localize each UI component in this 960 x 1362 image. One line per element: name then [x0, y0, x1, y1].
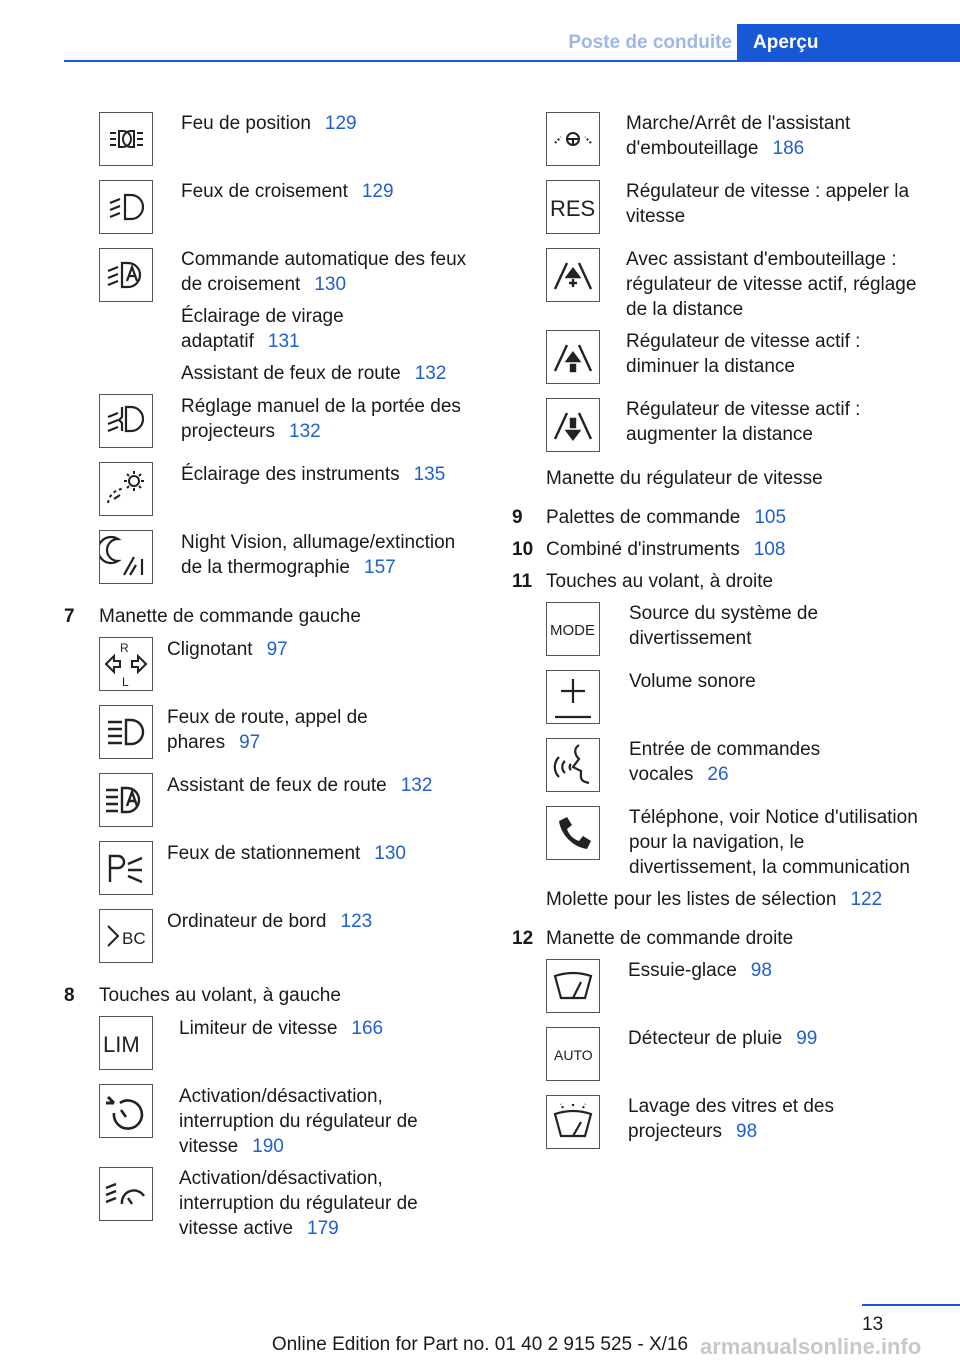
entry-number: 11 [512, 571, 533, 592]
page-ref[interactable]: 132 [289, 421, 321, 442]
page-ref[interactable]: 99 [796, 1028, 818, 1049]
high-beam-assist-icon [99, 773, 153, 827]
distance-icon [546, 248, 600, 302]
onboard-computer-icon [99, 909, 153, 963]
item-volume: Volume sonore [629, 671, 756, 692]
auto-headlight-icon [99, 248, 153, 302]
parking-light-icon [99, 841, 153, 895]
footer-divider [862, 1304, 960, 1306]
page-ref[interactable]: 130 [314, 274, 347, 295]
item-cruise-control: Activation/désactivation, interruption du régulateur de vitesse 190 [179, 1086, 418, 1157]
section-title: Manette de commande gauche [99, 606, 361, 627]
item-traffic-jam-assist: Marche/Arrêt de l'assistant d'embouteillage 186 [626, 113, 851, 159]
item-instrument-lighting: Éclairage des instruments 135 [181, 464, 446, 485]
traffic-jam-assist-icon [546, 112, 600, 166]
voice-command-icon [546, 738, 600, 792]
item-washer: Lavage des vitres et des projecteurs 98 [628, 1096, 834, 1142]
section-number: 8 [64, 985, 75, 1006]
page-ref[interactable]: 179 [307, 1218, 339, 1239]
item-entertainment-source: Source du système de divertissement [629, 603, 819, 649]
entry-number: 9 [512, 507, 523, 528]
auto-icon [546, 1027, 600, 1081]
page-ref[interactable]: 108 [753, 539, 786, 560]
page-ref[interactable]: 129 [324, 113, 357, 134]
item-wiper: Essuie-glace 98 [628, 960, 772, 981]
page-ref[interactable]: 186 [772, 138, 805, 159]
distance-decrease-icon [546, 330, 600, 384]
watermark: armanualsonline.info [700, 1334, 922, 1359]
cruise-control-icon [99, 1084, 153, 1138]
section-title: Manette de commande droite [546, 928, 794, 949]
speed-limiter-icon [99, 1016, 153, 1070]
page-ref[interactable]: 123 [340, 911, 373, 932]
item-active-cruise: Activation/désactivation, interruption du régulateur de vitesse active 179 [179, 1168, 418, 1239]
page-header [0, 24, 960, 62]
svg-text:RES: RES [550, 196, 596, 221]
item-resume-speed: Régulateur de vitesse : appeler la vitesse [626, 181, 910, 227]
item-onboard-computer: Ordinateur de bord 123 [167, 911, 373, 932]
position-light-icon [99, 112, 153, 166]
page-ref[interactable]: 105 [754, 507, 787, 528]
entry-instrument-cluster: Combiné d'instruments 108 [546, 539, 786, 560]
svg-text:BC: BC [122, 929, 146, 948]
item-speed-limiter: Limiteur de vitesse 166 [179, 1018, 384, 1039]
low-beam-icon [99, 180, 153, 234]
entry-paddles: Palettes de commande 105 [546, 507, 787, 528]
page-ref[interactable]: 98 [736, 1121, 758, 1142]
item-parking-light: Feux de stationnement 130 [167, 843, 406, 864]
page-ref[interactable]: 122 [850, 889, 883, 910]
mode-icon [546, 602, 600, 656]
item-headlight-range: Réglage manuel de la portée des projecteurs 132 [181, 396, 461, 442]
page-ref[interactable]: 130 [374, 843, 406, 864]
entry-steering-right: Touches au volant, à droite [546, 571, 774, 592]
page-ref[interactable]: 157 [364, 557, 396, 578]
svg-text:MODE: MODE [550, 622, 595, 639]
item-rain-sensor: Détecteur de pluie 99 [628, 1028, 818, 1049]
svg-text:R: R [120, 641, 129, 655]
cruise-lever-label: Manette du régulateur de vitesse [546, 468, 823, 489]
svg-text:AUTO: AUTO [554, 1047, 593, 1063]
selection-wheel: Molette pour les listes de sélection 122 [546, 889, 883, 910]
item-phone: Téléphone, voir Notice d'utilisation pour la navigation, le divertissement, la communication [629, 807, 918, 878]
volume-icon [546, 670, 600, 724]
wiper-icon [546, 959, 600, 1013]
edition-line: Online Edition for Part no. 01 40 2 915 525 - X/16 [271, 1334, 689, 1355]
page-ref[interactable]: 97 [266, 639, 288, 660]
distance-increase-icon [546, 398, 600, 452]
item-high-beam-assist-a: Assistant de feux de route 132 [181, 363, 447, 384]
active-cruise-icon [99, 1167, 153, 1221]
header-divider [64, 60, 960, 62]
page-ref[interactable]: 166 [351, 1018, 384, 1039]
page-ref[interactable]: 132 [414, 363, 447, 384]
tab-apercu[interactable]: Aperçu [737, 24, 960, 62]
instrument-lighting-icon [99, 462, 153, 516]
item-distance-decrease: Régulateur de vitesse actif : diminuer la distance [626, 331, 861, 377]
res-icon [546, 180, 600, 234]
section-title[interactable]: Poste de conduite [568, 32, 732, 53]
page-ref[interactable]: 190 [252, 1136, 284, 1157]
section-number: 12 [512, 928, 534, 949]
entry-number: 10 [512, 539, 534, 560]
page-ref[interactable]: 97 [239, 732, 261, 753]
headlight-range-icon [99, 394, 153, 448]
item-auto-headlight: Commande automatique des feux de croisement 130 [181, 249, 467, 295]
turn-signal-icon [99, 637, 153, 691]
phone-icon [546, 806, 600, 860]
section-number: 7 [64, 606, 75, 627]
item-position-light: Feu de position 129 [181, 113, 357, 134]
page-ref[interactable]: 135 [413, 464, 446, 485]
page-ref[interactable]: 98 [750, 960, 772, 981]
page-ref[interactable]: 132 [400, 775, 433, 796]
item-turn-signal: Clignotant 97 [167, 639, 288, 660]
svg-text:L: L [122, 675, 129, 689]
item-low-beam: Feux de croisement 129 [181, 181, 394, 202]
section-title: Touches au volant, à gauche [99, 985, 341, 1006]
page-ref[interactable]: 26 [707, 764, 729, 785]
page-ref[interactable]: 131 [267, 331, 300, 352]
item-distance-setting: Avec assistant d'embouteillage : régulateur de vitesse actif, réglage de la distance [626, 249, 917, 320]
svg-text:LIM: LIM [103, 1032, 140, 1057]
night-vision-icon [99, 530, 153, 584]
page-ref[interactable]: 129 [361, 181, 394, 202]
item-voice-command: Entrée de commandes vocales 26 [629, 739, 821, 785]
item-distance-increase: Régulateur de vitesse actif : augmenter la distance [626, 399, 861, 445]
washer-icon [546, 1095, 600, 1149]
page-number: 13 [862, 1314, 884, 1335]
item-high-beam: Feux de route, appel de phares 97 [167, 707, 368, 753]
item-adaptive-curve: Éclairage de virage adaptatif 131 [181, 306, 344, 352]
item-night-vision: Night Vision, allumage/extinction de la thermographie 157 [181, 532, 456, 578]
item-high-beam-assist: Assistant de feux de route 132 [167, 775, 433, 796]
high-beam-icon [99, 705, 153, 759]
